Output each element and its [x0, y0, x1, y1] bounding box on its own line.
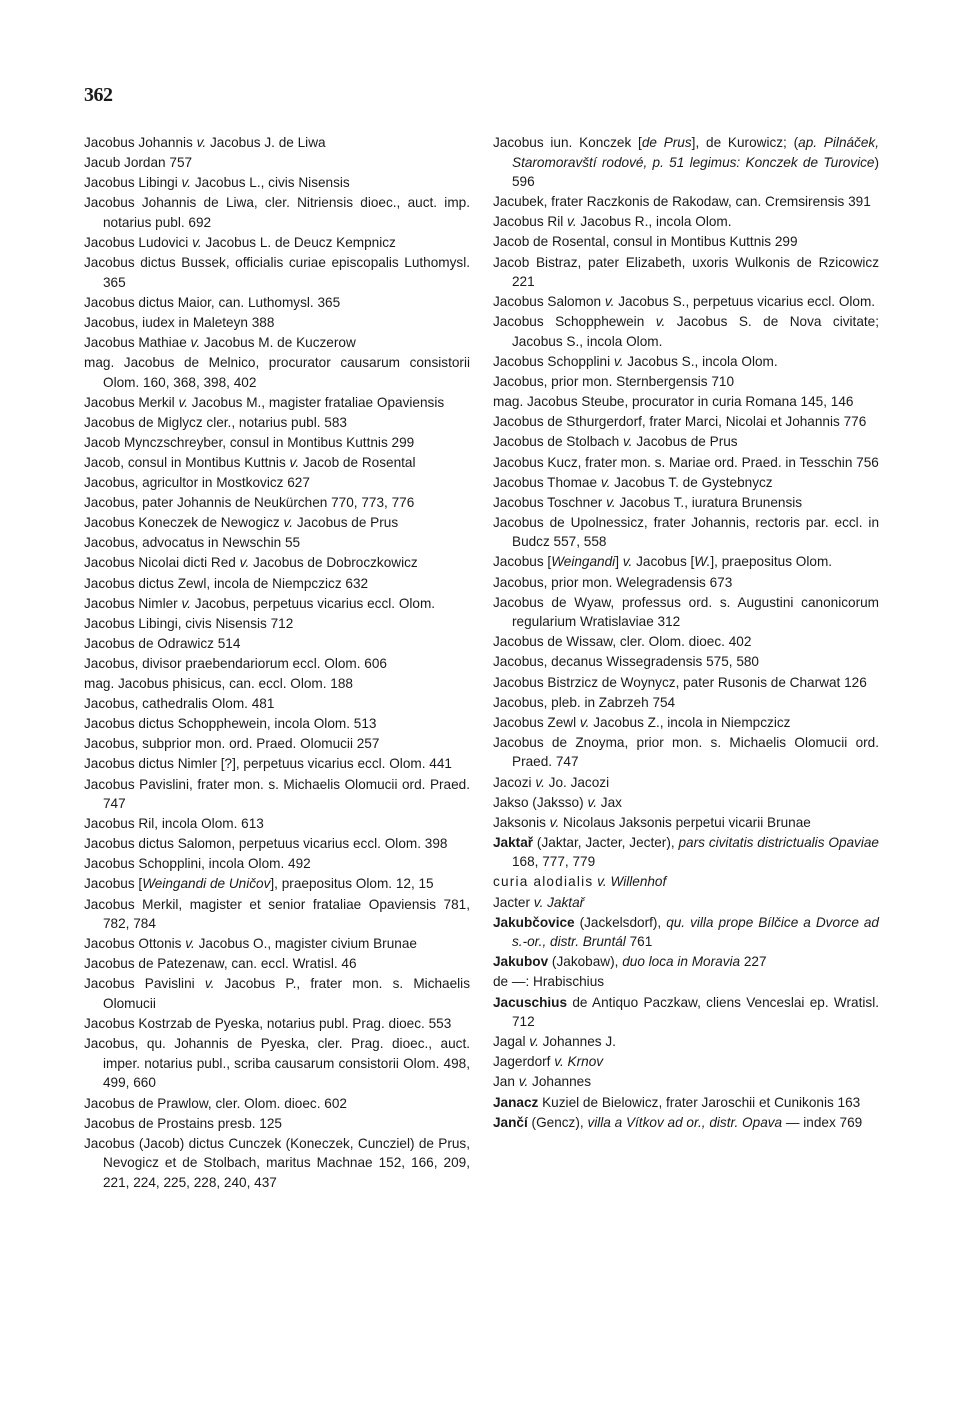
entry-text: Jacobus dictus Nimler [?], perpetuus vicarius eccl. Olom. 441: [84, 756, 452, 772]
entry-text: Jacobus de Prostains presb. 125: [84, 1115, 282, 1131]
index-entry: [493, 693, 879, 713]
entry-text: Jan: [493, 1074, 519, 1090]
entry-text: v.: [178, 394, 189, 410]
index-entry: [84, 1094, 470, 1114]
entry-text: Jacob Mynczschreyber, consul in Montibus Kuttnis 299: [84, 434, 415, 450]
entry-text: de —: Hrabischius: [493, 974, 605, 990]
index-entry: [493, 552, 879, 572]
index-entry: [493, 593, 879, 632]
entry-text: Jacobus Mathiae: [84, 334, 191, 350]
index-entry: [84, 614, 470, 634]
entry-text: Nicolaus Jaksonis perpetui vicarii Brunae: [559, 814, 811, 830]
entry-text: v.: [289, 455, 300, 470]
index-entry: [84, 413, 470, 433]
entry-text: Jacobus dictus Schopphewein, incola Olom. 513: [84, 716, 377, 732]
entry-text: v.: [567, 214, 577, 230]
entry-text: v.: [622, 434, 633, 450]
entry-text: Johannes: [528, 1074, 592, 1090]
entry-text: v. Willenhof: [597, 874, 667, 890]
entry-text: Jacobus Z., incola in Niempczicz: [589, 714, 791, 730]
index-entry: [84, 553, 470, 573]
index-entry: [84, 253, 470, 292]
index-entry: [84, 1034, 470, 1093]
entry-text: Jacobus, cathedralis Olom. 481: [84, 696, 275, 712]
index-entry: [84, 634, 470, 654]
index-column-right: [493, 133, 879, 1133]
index-entry: [493, 453, 879, 473]
index-entry: [493, 133, 879, 192]
entry-text: ) 596: [512, 154, 879, 190]
index-entry: [493, 1072, 879, 1092]
entry-text: Jacobus, iudex in Maleteyn 388: [84, 314, 275, 330]
entry-text: Jax: [597, 794, 622, 810]
entry-text: v.: [239, 555, 250, 571]
page-number: 362: [84, 84, 113, 106]
index-entry: [493, 1032, 879, 1052]
index-entry: [493, 733, 879, 772]
entry-text: v.: [192, 234, 202, 250]
entry-text: Jacobus, divisor praebendariorum eccl. Olom. 606: [84, 655, 387, 671]
index-entry: [493, 192, 879, 212]
index-entry: [493, 893, 879, 913]
index-entry: [493, 872, 879, 892]
index-entry: [84, 513, 470, 533]
entry-text: Jacobus, prior mon. Sternbergensis 710: [493, 374, 735, 390]
index-entry: [84, 153, 470, 173]
index-entry: [493, 412, 879, 432]
entry-text: Kuziel de Bielowicz, frater Jaroschii et Cunikonis 163: [538, 1094, 861, 1110]
entry-text: Jacobus dictus Maior, can. Luthomysl. 365: [84, 294, 341, 310]
entry-text: Jo. Jacozi: [544, 774, 610, 790]
index-entry: [84, 1114, 470, 1134]
index-entry: [493, 312, 879, 351]
entry-text: Jacobus T. de Gystebnycz: [610, 474, 773, 490]
index-entry: [493, 652, 879, 672]
entry-text: (Jackelsdorf),: [574, 914, 667, 930]
index-entry: [84, 533, 470, 553]
entry-text: Jacobus Schopplini: [493, 354, 614, 370]
entry-text: Jacobus Schopphewein: [493, 314, 656, 330]
entry-text: v.: [613, 354, 624, 370]
entry-text: Jacobus de Wissaw, cler. Olom. dioec. 402: [493, 634, 752, 650]
entry-text: v.: [518, 1074, 529, 1090]
index-entry: [493, 632, 879, 652]
entry-text: Jacobus [: [632, 554, 695, 570]
entry-text: Jacobus [: [493, 554, 552, 570]
index-entry: [493, 432, 879, 452]
entry-text: Jacob, consul in Montibus Kuttnis: [84, 455, 290, 470]
entry-text: Jacobus Kucz, frater mon. s. Mariae ord. Praed. in Tesschin 756: [493, 454, 879, 470]
index-entry: [84, 574, 470, 594]
entry-text: Johannes J.: [538, 1034, 616, 1050]
entry-text: Jacobus, agricultor in Mostkovicz 627: [84, 475, 310, 491]
entry-text: 168, 777, 779: [512, 854, 596, 870]
entry-text: Jacobus iun. Konczek [: [493, 135, 642, 150]
entry-text: Jacobus, qu. Johannis de Pyeska, cler. Prag. dioec., auct. imper. notarius publ., scriba causarum consistorii Olom. 498, 499, 660: [84, 1036, 470, 1091]
entry-text: Jacuschius: [493, 994, 568, 1010]
index-entry: [84, 714, 470, 734]
entry-text: (Jaktar, Jacter, Jecter),: [533, 834, 679, 850]
entry-text: Jacob Bistraz, pater Elizabeth, uxoris Wulkonis de Rzicowicz 221: [493, 254, 879, 290]
entry-text: Jacobus L. de Deucz Kempnicz: [201, 234, 396, 250]
entry-text: Jacubek, frater Raczkonis de Rakodaw, can. Cremsirensis 391: [493, 194, 871, 210]
entry-text: Jacobus de Dobroczkowicz: [249, 555, 418, 571]
index-entry: [84, 974, 470, 1013]
entry-text: Jacobus dictus Zewl, incola de Niempczicz 632: [84, 575, 369, 591]
index-entry: [84, 133, 470, 153]
index-entry: [84, 233, 470, 253]
entry-text: Jacobus Ril, incola Olom. 613: [84, 816, 264, 832]
entry-text: v.: [190, 334, 201, 350]
index-entry: [493, 573, 879, 593]
entry-text: Jacobus Thomae: [493, 474, 601, 490]
entry-text: Jacobus Merkil: [84, 394, 179, 410]
entry-text: Jacobus Ludovici: [84, 234, 193, 250]
entry-text: (Jakobaw),: [548, 954, 623, 970]
index-entry: [493, 473, 879, 493]
entry-text: Jacobus (Jacob) dictus Cunczek (Koneczek, Cuncziel) de Prus, Nevogicz et de Stolbach, maritus Machnae 152, 166, 209, 221, 224, 225, 228, 240, 437: [84, 1135, 470, 1190]
index-entry: [493, 352, 879, 372]
entry-text: W.: [694, 554, 711, 570]
entry-text: v.: [622, 554, 633, 570]
index-entry: [493, 372, 879, 392]
entry-text: Jaksonis: [493, 814, 550, 830]
entry-text: Jakso (Jaksso): [493, 794, 588, 810]
entry-text: Jacobus M., magister frataliae Opaviensis: [188, 394, 445, 410]
entry-text: v.: [587, 794, 598, 810]
index-entry: [84, 654, 470, 674]
index-entry: [493, 513, 879, 552]
entry-text: 761: [625, 934, 653, 950]
entry-text: Jacobus M. de Kuczerow: [200, 334, 356, 350]
entry-text: Jagerdorf: [493, 1054, 555, 1070]
entry-text: Jacozi: [493, 774, 536, 790]
index-entry: [84, 193, 470, 232]
index-entry: [493, 292, 879, 312]
entry-text: Jacobus S. de Nova civitate; Jacobus S., incola Olom.: [512, 314, 879, 349]
entry-text: Jakubov: [493, 954, 549, 970]
entry-text: Jacobus, subprior mon. ord. Praed. Olomucii 257: [84, 736, 380, 752]
index-entry: [84, 1014, 470, 1034]
entry-text: mag. Jacobus de Melnico, procurator causarum consistorii Olom. 160, 368, 398, 402: [84, 355, 470, 390]
entry-text: Jaktař: [493, 834, 534, 850]
index-entry: [84, 293, 470, 313]
entry-text: Jacobus de Sthurgerdorf, frater Marci, Nicolai et Johannis 776: [493, 414, 867, 430]
index-entry: [84, 493, 470, 513]
entry-text: v.: [529, 1034, 539, 1050]
index-entry: [493, 793, 879, 813]
index-entry: [493, 1052, 879, 1072]
entry-text: ]: [615, 554, 623, 570]
index-entry: [493, 253, 879, 292]
entry-text: Jančí: [493, 1114, 528, 1130]
entry-text: Jacobus Salomon: [493, 294, 605, 310]
entry-text: ap. Pilnáček, Staromoravští rodové, p. 51 legimus: Konczek de Turovice: [512, 135, 879, 170]
entry-text: v.: [535, 774, 545, 790]
entry-text: Jacobus Toschner: [493, 494, 607, 510]
entry-text: Jagal: [493, 1034, 530, 1050]
index-entry: [493, 1093, 879, 1113]
entry-text: Jacobus dictus Salomon, perpetuus vicarius eccl. Olom. 398: [84, 836, 448, 852]
entry-text: Jacobus O., magister civium Brunae: [194, 936, 417, 952]
entry-text: Jacobus Libingi: [84, 175, 182, 191]
entry-text: v.: [196, 135, 207, 150]
entry-text: Jacobus Pavislini, frater mon. s. Michaelis Olomucii ord. Praed. 747: [84, 776, 470, 812]
index-entry: [84, 453, 470, 473]
entry-text: — index 769: [782, 1114, 863, 1130]
index-entry: [84, 954, 470, 974]
entry-text: Jacter: [493, 894, 534, 910]
entry-text: mag. Jacobus Steube, procurator in curia Romana 145, 146: [493, 394, 854, 410]
entry-text: Jacobus S., perpetuus vicarius eccl. Olom.: [614, 294, 876, 310]
entry-text: Jacobus, pater Johannis de Neukürchen 770, 773, 776: [84, 495, 415, 511]
entry-text: 227: [740, 954, 767, 970]
entry-text: Jacobus de Prus: [632, 434, 738, 450]
index-entry: [84, 674, 470, 694]
entry-text: Jacobus de Prus: [293, 515, 399, 531]
entry-text: Jacobus de Wyaw, professus ord. s. Augustini canonicorum regularium Wratislaviae 312: [493, 594, 879, 630]
index-entry: [84, 834, 470, 854]
entry-text: Jacobus J. de Liwa: [206, 135, 326, 150]
index-entry: [84, 433, 470, 453]
index-entry: [84, 734, 470, 754]
entry-text: Jacobus L., civis Nisensis: [191, 175, 350, 191]
index-entry: [84, 313, 470, 333]
index-entry: [493, 993, 879, 1032]
index-entry: [84, 874, 470, 894]
index-entry: [493, 212, 879, 232]
index-entry: [84, 393, 470, 413]
entry-text: ], praepositus Olom. 12, 15: [270, 876, 434, 892]
index-entry: [84, 814, 470, 834]
index-entry: [84, 1134, 470, 1193]
entry-text: Jacobus Nicolai dicti Red: [84, 555, 240, 571]
index-entry: [493, 833, 879, 872]
entry-text: v.: [600, 474, 611, 490]
entry-text: duo loca in Moravia: [622, 954, 741, 970]
entry-text: villa a Vítkov ad or., distr. Opava: [587, 1114, 783, 1130]
entry-text: v.: [185, 936, 195, 952]
entry-text: Jacobus Ottonis: [84, 936, 186, 952]
index-entry: [84, 173, 470, 193]
index-entry: [493, 493, 879, 513]
index-entry: [84, 775, 470, 814]
entry-text: v. Krnov: [554, 1054, 604, 1070]
entry-text: Jacobus, decanus Wissegradensis 575, 580: [493, 654, 759, 670]
entry-text: Jacobus de Odrawicz 514: [84, 635, 241, 651]
entry-text: Jacobus Bistrzicz de Woynycz, pater Rusonis de Charwat 126: [493, 674, 867, 690]
entry-text: Jacobus [: [84, 876, 143, 892]
entry-text: Jacobus Nimler: [84, 595, 182, 611]
entry-text: Jacobus Merkil, magister et senior frataliae Opaviensis 781, 782, 784: [84, 896, 470, 932]
entry-text: (Gencz),: [527, 1114, 588, 1130]
index-entry: [493, 972, 879, 992]
entry-text: v.: [549, 814, 560, 830]
entry-text: Jakubčovice: [493, 914, 575, 930]
index-entry: [493, 392, 879, 412]
entry-text: v.: [204, 976, 215, 992]
index-entry: [493, 1113, 879, 1133]
index-entry: [493, 773, 879, 793]
entry-text: Weingandi: [551, 554, 616, 570]
entry-text: v.: [606, 494, 616, 510]
entry-text: Jacobus, pleb. in Zabrzeh 754: [493, 694, 676, 710]
entry-text: Jacobus, advocatus in Newschin 55: [84, 535, 301, 551]
entry-text: Jacobus Johannis: [84, 135, 197, 150]
index-entry: [84, 854, 470, 874]
entry-text: ], de Kurowicz; (: [691, 135, 799, 150]
entry-text: Jacobus R., incola Olom.: [576, 214, 732, 230]
index-entry: [493, 813, 879, 833]
entry-text: Jacob de Rosental: [299, 455, 416, 470]
entry-text: Jacobus Libingi, civis Nisensis 712: [84, 615, 294, 631]
index-entry: [493, 673, 879, 693]
index-entry: [493, 952, 879, 972]
entry-text: v. Jaktař: [533, 894, 585, 910]
index-entry: [84, 333, 470, 353]
entry-text: Janacz: [493, 1094, 539, 1110]
entry-text: Jacobus, perpetuus vicarius eccl. Olom.: [191, 595, 436, 611]
entry-text: ], praepositus Olom.: [710, 554, 833, 570]
index-column-left: [84, 133, 470, 1193]
index-entry: [493, 713, 879, 733]
entry-text: v.: [283, 515, 294, 531]
index-entry: [493, 913, 879, 952]
entry-text: Jacobus S., incola Olom.: [623, 354, 778, 370]
entry-text: Weingandi de Uničov: [142, 876, 271, 892]
entry-text: Jacobus Kostrzab de Pyeska, notarius publ. Prag. dioec. 553: [84, 1016, 452, 1032]
entry-text: Jacobus Zewl: [493, 714, 580, 730]
index-entry: [84, 473, 470, 493]
entry-text: Jacub Jordan 757: [84, 155, 193, 171]
entry-text: mag. Jacobus phisicus, can. eccl. Olom. 188: [84, 676, 353, 692]
index-entry: [84, 754, 470, 774]
entry-text: Jacobus P., frater mon. s. Michaelis Olomucii: [103, 976, 471, 1012]
entry-text: v.: [181, 595, 192, 611]
entry-text: curia alodialis: [493, 874, 594, 890]
index-entry: [84, 594, 470, 614]
index-entry: [84, 694, 470, 714]
entry-text: Jacobus Johannis de Liwa, cler. Nitriensis dioec., auct. imp. notarius publ. 692: [84, 195, 470, 230]
entry-text: v.: [604, 294, 615, 310]
entry-text: pars civitatis districtualis Opaviae: [678, 834, 879, 850]
index-entry: [84, 934, 470, 954]
entry-text: Jacobus, prior mon. Welegradensis 673: [493, 574, 733, 590]
entry-text: Jacobus de Stolbach: [493, 434, 623, 450]
index-entry: [493, 232, 879, 252]
entry-text: Jacobus de Prawlow, cler. Olom. dioec. 602: [84, 1095, 347, 1111]
entry-text: Jacobus de Upolnessicz, frater Johannis, rectoris par. eccl. in Budcz 557, 558: [493, 514, 879, 550]
entry-text: Jacobus T., iuratura Brunensis: [615, 494, 803, 510]
entry-text: v.: [579, 714, 590, 730]
entry-text: Jacobus de Znoyma, prior mon. s. Michaelis Olomucii ord. Praed. 747: [493, 734, 879, 770]
entry-text: de Antiquo Paczkaw, cliens Venceslai ep. Wratisl. 712: [512, 994, 879, 1030]
entry-text: Jacobus Ril: [493, 214, 568, 230]
entry-text: Jacobus Pavislini: [84, 976, 205, 992]
index-entry: [84, 895, 470, 934]
entry-text: Jacobus de Patezenaw, can. eccl. Wratisl. 46: [84, 956, 357, 972]
entry-text: qu. villa prope Bílčice a Dvorce ad s.-or., distr. Bruntál: [512, 914, 879, 950]
entry-text: Jacobus Koneczek de Newogicz: [84, 515, 284, 531]
entry-text: Jacob de Rosental, consul in Montibus Kuttnis 299: [493, 234, 798, 250]
entry-text: Jacobus dictus Bussek, officialis curiae episcopalis Luthomysl. 365: [84, 255, 470, 290]
entry-text: Jacobus de Miglycz cler., notarius publ. 583: [84, 414, 347, 430]
entry-text: de Prus: [641, 135, 692, 150]
entry-text: v.: [655, 314, 666, 330]
entry-text: Jacobus Schopplini, incola Olom. 492: [84, 856, 311, 872]
index-entry: [84, 353, 470, 392]
entry-text: v.: [181, 175, 192, 191]
